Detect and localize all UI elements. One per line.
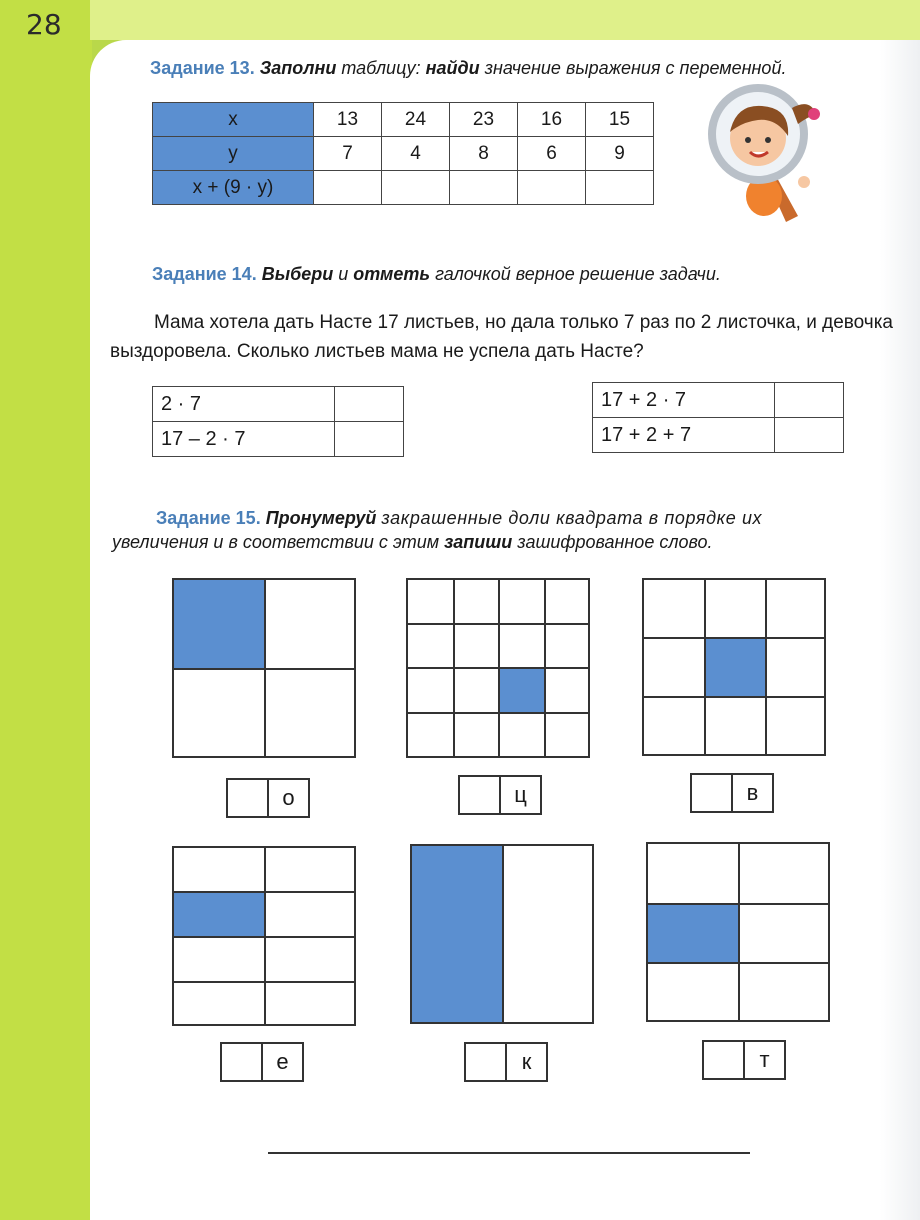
task13-text2: значение выражения с переменной. bbox=[484, 58, 787, 78]
answer-cell[interactable] bbox=[450, 171, 518, 205]
letter-box bbox=[702, 1040, 786, 1080]
table-cell: 13 bbox=[314, 103, 382, 137]
letter-box bbox=[464, 1042, 548, 1082]
table-cell: 7 bbox=[314, 137, 382, 171]
letter-label: в bbox=[746, 780, 759, 805]
girl-magnifier-illustration bbox=[706, 84, 836, 234]
letter-label: к bbox=[521, 1049, 532, 1074]
page-edge-shadow bbox=[880, 40, 920, 1220]
table-cell: 6 bbox=[518, 137, 586, 171]
task15-title-line1 bbox=[156, 508, 762, 529]
table-row bbox=[153, 137, 654, 171]
option-expression: 17 + 2 · 7 bbox=[593, 383, 775, 418]
row-label-x: x bbox=[153, 103, 314, 137]
task14-problem-text: Мама хотела дать Насте 17 листьев, но дала только 7 раз по 2 листочка, и девочка выздоровела. Сколько листьев мама не успела дать Насте? bbox=[110, 312, 893, 362]
table-cell: 15 bbox=[586, 103, 654, 137]
shaded-part bbox=[705, 638, 766, 697]
task13-number: Задание 13. bbox=[150, 58, 255, 78]
table-cell: 16 bbox=[518, 103, 586, 137]
square-ninth bbox=[642, 578, 826, 756]
answer-cell[interactable] bbox=[586, 171, 654, 205]
number-input-cell[interactable] bbox=[692, 775, 733, 811]
answer-cell[interactable] bbox=[314, 171, 382, 205]
table-row bbox=[593, 383, 844, 418]
square-half bbox=[410, 844, 594, 1024]
task15-number: Задание 15. bbox=[156, 508, 261, 528]
task14-verb1: Выбери bbox=[261, 264, 334, 284]
task14-options-right bbox=[592, 382, 844, 453]
page-number: 28 bbox=[26, 8, 62, 41]
task13-verb1: Заполни bbox=[259, 58, 337, 78]
option-expression: 17 – 2 · 7 bbox=[153, 422, 335, 457]
task14-text2: галочкой верное решение задачи. bbox=[435, 264, 721, 284]
shaded-part bbox=[499, 668, 545, 713]
option-expression: 2 · 7 bbox=[153, 387, 335, 422]
shaded-part bbox=[412, 846, 503, 1022]
table-cell: 23 bbox=[450, 103, 518, 137]
table-row bbox=[153, 103, 654, 137]
task15-verb1: Пронумеруй bbox=[265, 508, 377, 528]
task15-verb2: запиши bbox=[444, 532, 513, 552]
shaded-part bbox=[174, 892, 265, 937]
number-input-cell[interactable] bbox=[704, 1042, 745, 1078]
table-row bbox=[153, 387, 404, 422]
task13-verb2: найди bbox=[425, 58, 480, 78]
task15-text1: закрашенные доли квадрата в порядке их bbox=[381, 508, 763, 528]
letter-label: е bbox=[276, 1049, 289, 1074]
table-cell: 9 bbox=[586, 137, 654, 171]
row-label-expression: x + (9 · y) bbox=[153, 171, 314, 205]
checkbox-cell[interactable] bbox=[775, 383, 844, 418]
square-eighth bbox=[172, 846, 356, 1026]
square-quarter bbox=[172, 578, 356, 758]
task13-table bbox=[152, 102, 654, 205]
task13-title bbox=[150, 58, 786, 79]
top-strip bbox=[90, 0, 920, 40]
checkbox-cell[interactable] bbox=[335, 387, 404, 422]
letter-label: о bbox=[282, 785, 295, 810]
shaded-part bbox=[174, 580, 265, 669]
page-margin bbox=[0, 0, 92, 1220]
checkbox-cell[interactable] bbox=[775, 418, 844, 453]
shaded-part bbox=[648, 904, 739, 963]
option-expression: 17 + 2 + 7 bbox=[593, 418, 775, 453]
number-input-cell[interactable] bbox=[460, 777, 501, 813]
task15-text3: зашифрованное слово. bbox=[517, 532, 713, 552]
letter-box bbox=[690, 773, 774, 813]
letter-label: ц bbox=[514, 782, 527, 807]
task14-number: Задание 14. bbox=[152, 264, 257, 284]
task15-title-line2 bbox=[112, 532, 713, 553]
task14-options-left bbox=[152, 386, 404, 457]
task15-text2: увеличения и в соответствии с этим bbox=[112, 532, 440, 552]
number-input-cell[interactable] bbox=[222, 1044, 263, 1080]
answer-cell[interactable] bbox=[382, 171, 450, 205]
letter-label: т bbox=[759, 1047, 770, 1072]
table-row bbox=[153, 171, 654, 205]
table-row bbox=[593, 418, 844, 453]
square-sixth bbox=[646, 842, 830, 1022]
table-cell: 4 bbox=[382, 137, 450, 171]
letter-box bbox=[220, 1042, 304, 1082]
table-row bbox=[153, 422, 404, 457]
checkbox-cell[interactable] bbox=[335, 422, 404, 457]
row-label-y: y bbox=[153, 137, 314, 171]
number-input-cell[interactable] bbox=[466, 1044, 507, 1080]
table-cell: 8 bbox=[450, 137, 518, 171]
task13-text1: таблицу: bbox=[341, 58, 421, 78]
number-input-cell[interactable] bbox=[228, 780, 269, 816]
answer-cell[interactable] bbox=[518, 171, 586, 205]
letter-box bbox=[226, 778, 310, 818]
task14-title bbox=[152, 264, 721, 285]
answer-line[interactable] bbox=[268, 1152, 750, 1154]
task14-text1: и bbox=[338, 264, 349, 284]
square-sixteenth bbox=[406, 578, 590, 758]
table-cell: 24 bbox=[382, 103, 450, 137]
letter-box bbox=[458, 775, 542, 815]
task14-verb2: отметь bbox=[353, 264, 431, 284]
